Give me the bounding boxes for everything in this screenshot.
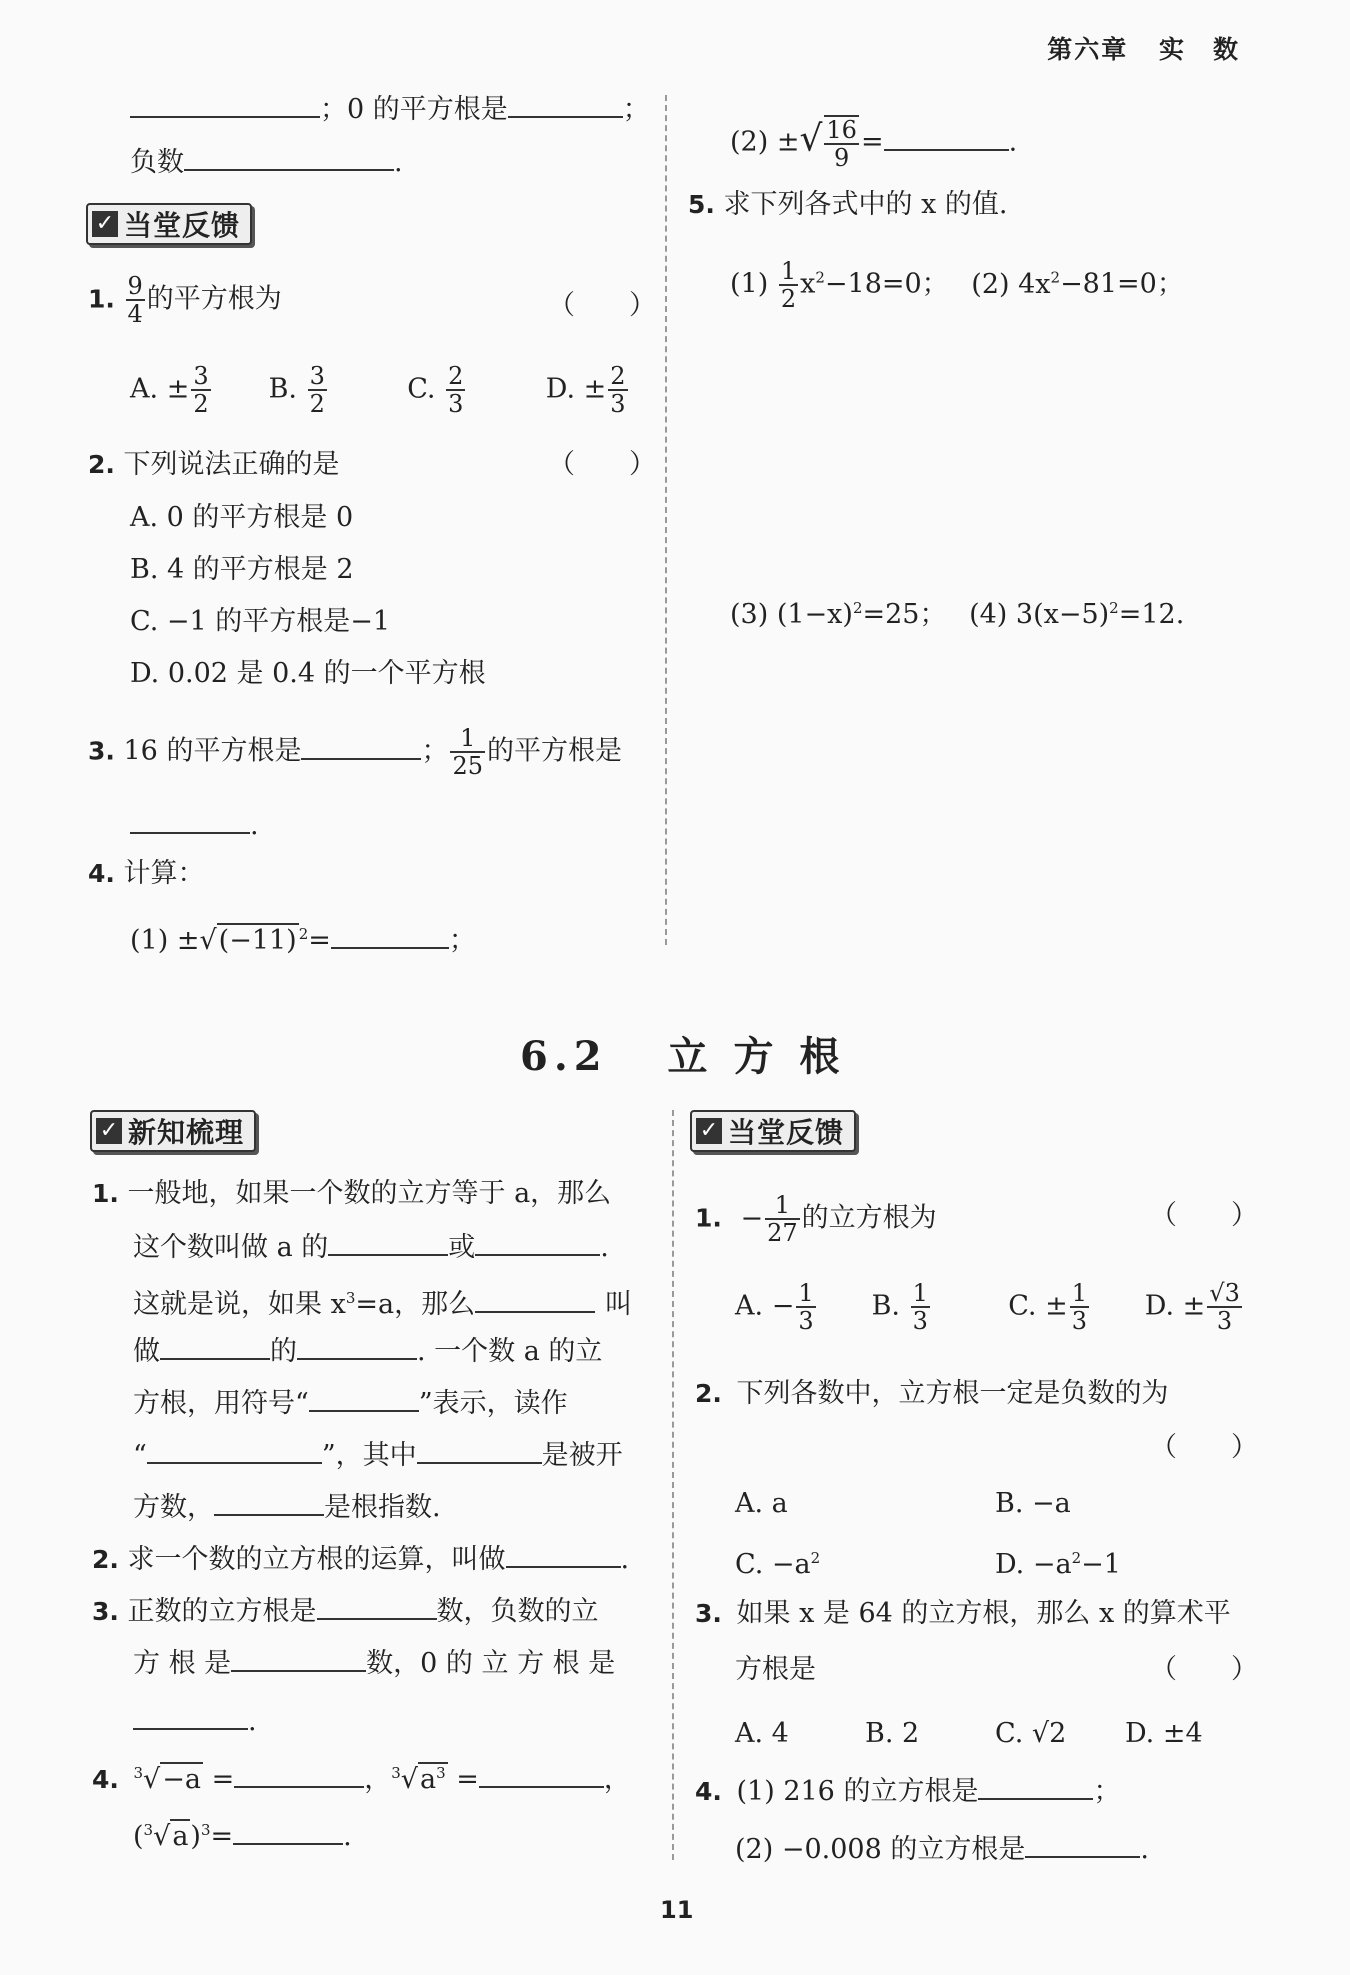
- chapter-title: 实 数: [1158, 35, 1240, 64]
- answer-blank[interactable]: [309, 1384, 419, 1412]
- section-name: 立 方 根: [667, 1033, 846, 1080]
- answer-blank[interactable]: [297, 1332, 417, 1360]
- question-number: 2.: [92, 1545, 119, 1574]
- question-2: [88, 447, 340, 483]
- bl-question-3-line3: .: [133, 1702, 257, 1740]
- question-number: 3.: [695, 1599, 722, 1628]
- bl-q1-line4: 做 的 . 一个数 a 的立: [133, 1332, 602, 1370]
- answer-blank[interactable]: [133, 1702, 248, 1730]
- option-a[interactable]: A. 0 的平方根是 0: [130, 502, 354, 533]
- bl-question-3-line2: 方 根 是 数，0 的 立 方 根 是: [133, 1644, 615, 1682]
- answer-paren[interactable]: （ ）: [548, 449, 656, 480]
- option-d[interactable]: D. ± $\frac{2}{3}$: [545, 362, 626, 418]
- text-segment: ；: [622, 94, 650, 125]
- check-icon: ✓: [96, 1118, 122, 1144]
- feedback-badge-bottom: [690, 1110, 856, 1152]
- br-question-2: 2. 下列各数中，立方根一定是负数的为: [695, 1378, 1169, 1409]
- question-text: 的平方根是: [487, 735, 622, 767]
- answer-blank[interactable]: [331, 921, 449, 949]
- bl-question-4-line2: $(^3√a)^3=$ .: [133, 1812, 352, 1855]
- text-segment: 负数: [130, 147, 184, 178]
- option-d[interactable]: D. $-a^2-1$: [995, 1549, 1121, 1580]
- q5-parts-1-2: (1) $\frac{1}{2}$ $x^2-18=0$； (2) $4x^2-81=0$；: [730, 257, 1184, 313]
- q1-options: [130, 363, 666, 417]
- br-q3-line2: 方根是: [735, 1654, 816, 1685]
- text-segment: .: [394, 147, 403, 178]
- bl-q1-line3: 这就是说，如果 $x^3=a$，那么 叫: [133, 1280, 632, 1323]
- answer-paren[interactable]: （ ）: [548, 290, 656, 321]
- text-segment: ；0 的平方根是: [320, 94, 508, 125]
- bl-question-2: 2. 求一个数的立方根的运算，叫做 .: [92, 1540, 629, 1578]
- answer-blank[interactable]: [301, 732, 421, 760]
- bl-q1-line1: 1. 一般地，如果一个数的立方等于 a，那么: [92, 1178, 612, 1209]
- question-number: 2.: [88, 450, 115, 479]
- fill-line-1: [130, 90, 650, 128]
- answer-blank[interactable]: [417, 1436, 542, 1464]
- question-number: 2.: [695, 1379, 722, 1408]
- option-a[interactable]: A. 4: [735, 1718, 789, 1749]
- badge-label: 当堂反馈: [124, 209, 241, 242]
- br-q3-options: [735, 1716, 1235, 1752]
- option-b[interactable]: B. 4 的平方根是 2: [130, 554, 354, 585]
- question-number: 4.: [88, 859, 115, 888]
- answer-blank[interactable]: [328, 1228, 448, 1256]
- option-c[interactable]: C. $-a^2$: [735, 1549, 821, 1580]
- check-icon: ✓: [92, 211, 118, 237]
- question-number: 4.: [92, 1765, 119, 1794]
- question-number: 1.: [88, 284, 115, 314]
- question-text: 下列说法正确的是: [123, 449, 340, 480]
- q4-part-2: (2) ±√ $\frac{16}{9}$ = .: [730, 116, 1018, 172]
- answer-blank[interactable]: [130, 806, 250, 834]
- question-number: 1.: [92, 1179, 119, 1208]
- badge-label: 新知梳理: [128, 1116, 245, 1149]
- answer-blank[interactable]: [231, 1644, 366, 1672]
- bl-q1-line2: 这个数叫做 a 的 或 .: [133, 1228, 609, 1266]
- badge-label: 当堂反馈: [728, 1116, 845, 1149]
- answer-blank[interactable]: [233, 1817, 343, 1845]
- option-b[interactable]: B. 2: [865, 1718, 920, 1749]
- knowledge-badge: [90, 1110, 256, 1152]
- option-c[interactable]: C. √2: [995, 1718, 1067, 1749]
- answer-blank[interactable]: [317, 1592, 437, 1620]
- bl-question-3-line1: 3. 正数的立方根是 数，负数的立: [92, 1592, 599, 1630]
- fraction: $\frac{9}{4}$: [127, 272, 143, 328]
- question-text: 的平方根为: [146, 283, 282, 315]
- question-4: [88, 856, 205, 892]
- answer-blank[interactable]: [978, 1772, 1093, 1800]
- sqrt-symbol: √: [400, 1764, 418, 1795]
- answer-blank[interactable]: [214, 1488, 324, 1516]
- sqrt-symbol: √: [143, 1764, 161, 1795]
- answer-blank[interactable]: [508, 90, 623, 118]
- bl-q1-line7: 方数， 是根指数.: [133, 1488, 441, 1526]
- option-a[interactable]: A. ± $\frac{3}{2}$: [130, 362, 209, 418]
- answer-paren[interactable]: （ ）: [1150, 1200, 1258, 1231]
- answer-blank[interactable]: [884, 123, 1009, 151]
- option-d[interactable]: D. 0.02 是 0.4 的一个平方根: [130, 658, 486, 689]
- chapter-header: [1047, 30, 1240, 66]
- br-q4-part2: (2) −0.008 的立方根是 .: [735, 1830, 1149, 1868]
- answer-blank[interactable]: [475, 1285, 595, 1313]
- br-question-4: 4. (1) 216 的立方根是 ；: [695, 1772, 1120, 1810]
- sqrt-symbol: √: [153, 1821, 171, 1852]
- question-number: 1.: [695, 1203, 722, 1233]
- answer-blank[interactable]: [234, 1760, 364, 1788]
- sqrt-symbol: √: [799, 118, 823, 160]
- option-a[interactable]: A. − $\frac{1}{3}$: [735, 1279, 814, 1335]
- option-c[interactable]: C. ± $\frac{1}{3}$: [1008, 1279, 1087, 1335]
- bl-q1-line5: 方根，用符号“ ”表示，读作: [133, 1384, 568, 1422]
- question-number: 3.: [88, 736, 115, 766]
- fill-line-2: [130, 143, 403, 181]
- column-divider-bottom: [672, 1110, 674, 1860]
- bl-q1-line6: “ ”，其中 是被开: [133, 1436, 623, 1474]
- answer-blank[interactable]: [130, 90, 320, 118]
- question-text: 16 的平方根是: [123, 735, 302, 767]
- question-5: [688, 187, 1007, 223]
- section-number: 6.2: [520, 1033, 608, 1080]
- section-title: [520, 1025, 845, 1082]
- page-number: 11: [660, 1896, 694, 1924]
- option-a[interactable]: A. a: [735, 1488, 788, 1519]
- option-b[interactable]: B. $\frac{1}{3}$: [871, 1279, 928, 1335]
- check-icon: ✓: [696, 1118, 722, 1144]
- column-divider-top: [665, 95, 667, 945]
- answer-blank[interactable]: [160, 1332, 270, 1360]
- q4-part-1: (1) ±√(−11) $^2$= ；: [130, 916, 476, 959]
- answer-blank[interactable]: [475, 1228, 600, 1256]
- option-d[interactable]: D. ± $\frac{√3}{3}$: [1144, 1279, 1240, 1335]
- question-number: 3.: [92, 1597, 119, 1626]
- answer-blank[interactable]: [479, 1760, 604, 1788]
- br-question-1: 1. − $\frac{1}{27}$ 的立方根为: [695, 1191, 937, 1247]
- answer-blank[interactable]: [147, 1436, 322, 1464]
- br-q1-options: [735, 1280, 1265, 1334]
- answer-blank[interactable]: [1025, 1830, 1140, 1858]
- br-question-3: 3. 如果 x 是 64 的立方根，那么 x 的算术平: [695, 1598, 1231, 1629]
- option-b[interactable]: B. $\frac{3}{2}$: [268, 362, 325, 418]
- fill-line: .: [130, 806, 259, 844]
- q5-parts-3-4: (3) $(1-x)^2=25$； (4) $3(x-5)^2=12$.: [730, 599, 1185, 630]
- option-c[interactable]: C. $\frac{2}{3}$: [407, 362, 464, 418]
- question-number: 5.: [688, 190, 715, 219]
- question-text: 求下列各式中的 x 的值.: [723, 189, 1008, 220]
- option-c[interactable]: C. −1 的平方根是−1: [130, 606, 391, 637]
- feedback-badge-top: [86, 203, 252, 245]
- answer-paren[interactable]: （ ）: [1150, 1432, 1258, 1463]
- option-b[interactable]: B. −a: [995, 1488, 1071, 1519]
- question-1: [88, 273, 282, 327]
- option-d[interactable]: D. ±4: [1125, 1718, 1203, 1749]
- question-3: 3. 16 的平方根是 ； $\frac{1}{25}$ 的平方根是: [88, 724, 622, 780]
- question-number: 4.: [695, 1777, 722, 1806]
- bl-question-4-line1: 4. $^3$√−a = ，$^3√a^3$ = ，: [92, 1755, 631, 1798]
- question-text: 计算：: [123, 858, 205, 889]
- sqrt-symbol: √: [199, 925, 217, 956]
- answer-blank[interactable]: [506, 1540, 621, 1568]
- fraction: $\frac{1}{25}$: [452, 724, 483, 780]
- answer-paren[interactable]: （ ）: [1150, 1654, 1258, 1685]
- chapter-number: 第六章: [1047, 35, 1129, 64]
- answer-blank[interactable]: [184, 143, 394, 171]
